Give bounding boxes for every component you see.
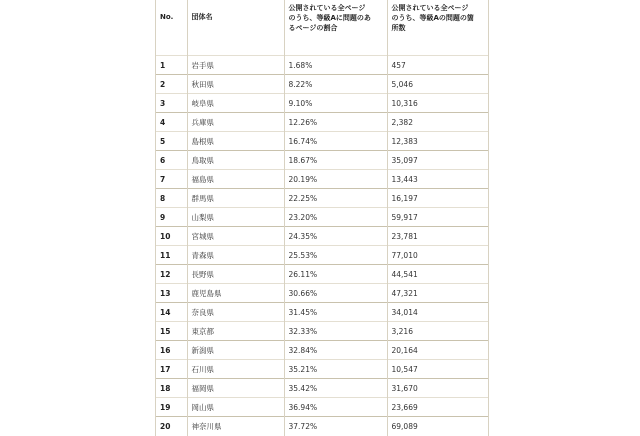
issue-count: 457: [387, 56, 488, 75]
organization-name: 岩手県: [187, 56, 284, 75]
row-number: 16: [156, 341, 187, 360]
issue-page-percentage: 35.42%: [284, 379, 387, 398]
header-count: [387, 0, 488, 56]
issue-count: 2,382: [387, 113, 488, 132]
row-number: 12: [156, 265, 187, 284]
row-number: 3: [156, 94, 187, 113]
issue-count: 77,010: [387, 246, 488, 265]
issue-count: 35,097: [387, 151, 488, 170]
table-row: [156, 113, 488, 132]
issue-count: 31,670: [387, 379, 488, 398]
issue-page-percentage: 37.72%: [284, 417, 387, 436]
organization-name: 長野県: [187, 265, 284, 284]
organization-name: 山梨県: [187, 208, 284, 227]
organization-name: 岐阜県: [187, 94, 284, 113]
issue-page-percentage: 20.19%: [284, 170, 387, 189]
results-table-container: [155, 0, 489, 436]
table-row: [156, 208, 488, 227]
row-number: 18: [156, 379, 187, 398]
issue-page-percentage: 23.20%: [284, 208, 387, 227]
header-count-line: のうち、等級Aの問題の箇: [391, 14, 474, 22]
table-row: [156, 284, 488, 303]
row-number: 11: [156, 246, 187, 265]
organization-name: 青森県: [187, 246, 284, 265]
organization-name: 兵庫県: [187, 113, 284, 132]
row-number: 6: [156, 151, 187, 170]
organization-name: 新潟県: [187, 341, 284, 360]
table-row: [156, 75, 488, 94]
issue-page-percentage: 8.22%: [284, 75, 387, 94]
table-row: [156, 56, 488, 75]
issue-page-percentage: 25.53%: [284, 246, 387, 265]
row-number: 19: [156, 398, 187, 417]
table-row: [156, 246, 488, 265]
table-row: [156, 170, 488, 189]
issue-page-percentage: 12.26%: [284, 113, 387, 132]
header-count-line: 公開されている全ページ: [391, 4, 469, 12]
row-number: 8: [156, 189, 187, 208]
issue-page-percentage: 36.94%: [284, 398, 387, 417]
row-number: 4: [156, 113, 187, 132]
issue-page-percentage: 32.33%: [284, 322, 387, 341]
row-number: 5: [156, 132, 187, 151]
organization-name: 岡山県: [187, 398, 284, 417]
header-percentage-line: のうち、等級Aに問題のあ: [288, 14, 371, 22]
row-number: 17: [156, 360, 187, 379]
table-header: [156, 0, 488, 56]
issue-page-percentage: 35.21%: [284, 360, 387, 379]
organization-name: 島根県: [187, 132, 284, 151]
header-percentage: [284, 0, 387, 56]
table-row: [156, 398, 488, 417]
organization-name: 福島県: [187, 170, 284, 189]
table-body: [156, 56, 488, 436]
organization-name: 秋田県: [187, 75, 284, 94]
issue-page-percentage: 24.35%: [284, 227, 387, 246]
row-number: 2: [156, 75, 187, 94]
organization-name: 鳥取県: [187, 151, 284, 170]
header-percentage-line: るページの割合: [288, 24, 338, 32]
issue-page-percentage: 22.25%: [284, 189, 387, 208]
issue-page-percentage: 31.45%: [284, 303, 387, 322]
issue-page-percentage: 26.11%: [284, 265, 387, 284]
row-number: 10: [156, 227, 187, 246]
organization-name: 石川県: [187, 360, 284, 379]
table-row: [156, 132, 488, 151]
issue-count: 5,046: [387, 75, 488, 94]
row-number: 1: [156, 56, 187, 75]
organization-name: 奈良県: [187, 303, 284, 322]
header-name: 団体名: [187, 0, 284, 56]
header-row: [156, 0, 488, 56]
header-count-line: 所数: [391, 24, 406, 32]
organization-name: 群馬県: [187, 189, 284, 208]
issue-page-percentage: 1.68%: [284, 56, 387, 75]
header-percentage-line: 公開されている全ページ: [288, 4, 366, 12]
issue-count: 13,443: [387, 170, 488, 189]
row-number: 20: [156, 417, 187, 436]
organization-name: 東京都: [187, 322, 284, 341]
row-number: 14: [156, 303, 187, 322]
table-row: [156, 360, 488, 379]
row-number: 7: [156, 170, 187, 189]
table-row: [156, 341, 488, 360]
row-number: 15: [156, 322, 187, 341]
table-row: [156, 417, 488, 436]
issue-page-percentage: 16.74%: [284, 132, 387, 151]
table-row: [156, 303, 488, 322]
table-row: [156, 379, 488, 398]
results-table: [156, 0, 488, 436]
row-number: 13: [156, 284, 187, 303]
table-row: [156, 265, 488, 284]
header-no: No.: [160, 13, 174, 21]
issue-count: 20,164: [387, 341, 488, 360]
issue-count: 12,383: [387, 132, 488, 151]
issue-count: 16,197: [387, 189, 488, 208]
issue-count: 34,014: [387, 303, 488, 322]
issue-count: 10,547: [387, 360, 488, 379]
issue-count: 23,781: [387, 227, 488, 246]
table-row: [156, 151, 488, 170]
issue-count: 59,917: [387, 208, 488, 227]
issue-count: 47,321: [387, 284, 488, 303]
organization-name: 宮城県: [187, 227, 284, 246]
issue-count: 10,316: [387, 94, 488, 113]
issue-count: 3,216: [387, 322, 488, 341]
table-row: [156, 322, 488, 341]
table-row: [156, 94, 488, 113]
issue-page-percentage: 30.66%: [284, 284, 387, 303]
table-row: [156, 189, 488, 208]
issue-count: 44,541: [387, 265, 488, 284]
organization-name: 福岡県: [187, 379, 284, 398]
issue-count: 69,089: [387, 417, 488, 436]
organization-name: 鹿児島県: [187, 284, 284, 303]
organization-name: 神奈川県: [187, 417, 284, 436]
issue-page-percentage: 9.10%: [284, 94, 387, 113]
issue-page-percentage: 32.84%: [284, 341, 387, 360]
row-number: 9: [156, 208, 187, 227]
table-row: [156, 227, 488, 246]
issue-page-percentage: 18.67%: [284, 151, 387, 170]
issue-count: 23,669: [387, 398, 488, 417]
